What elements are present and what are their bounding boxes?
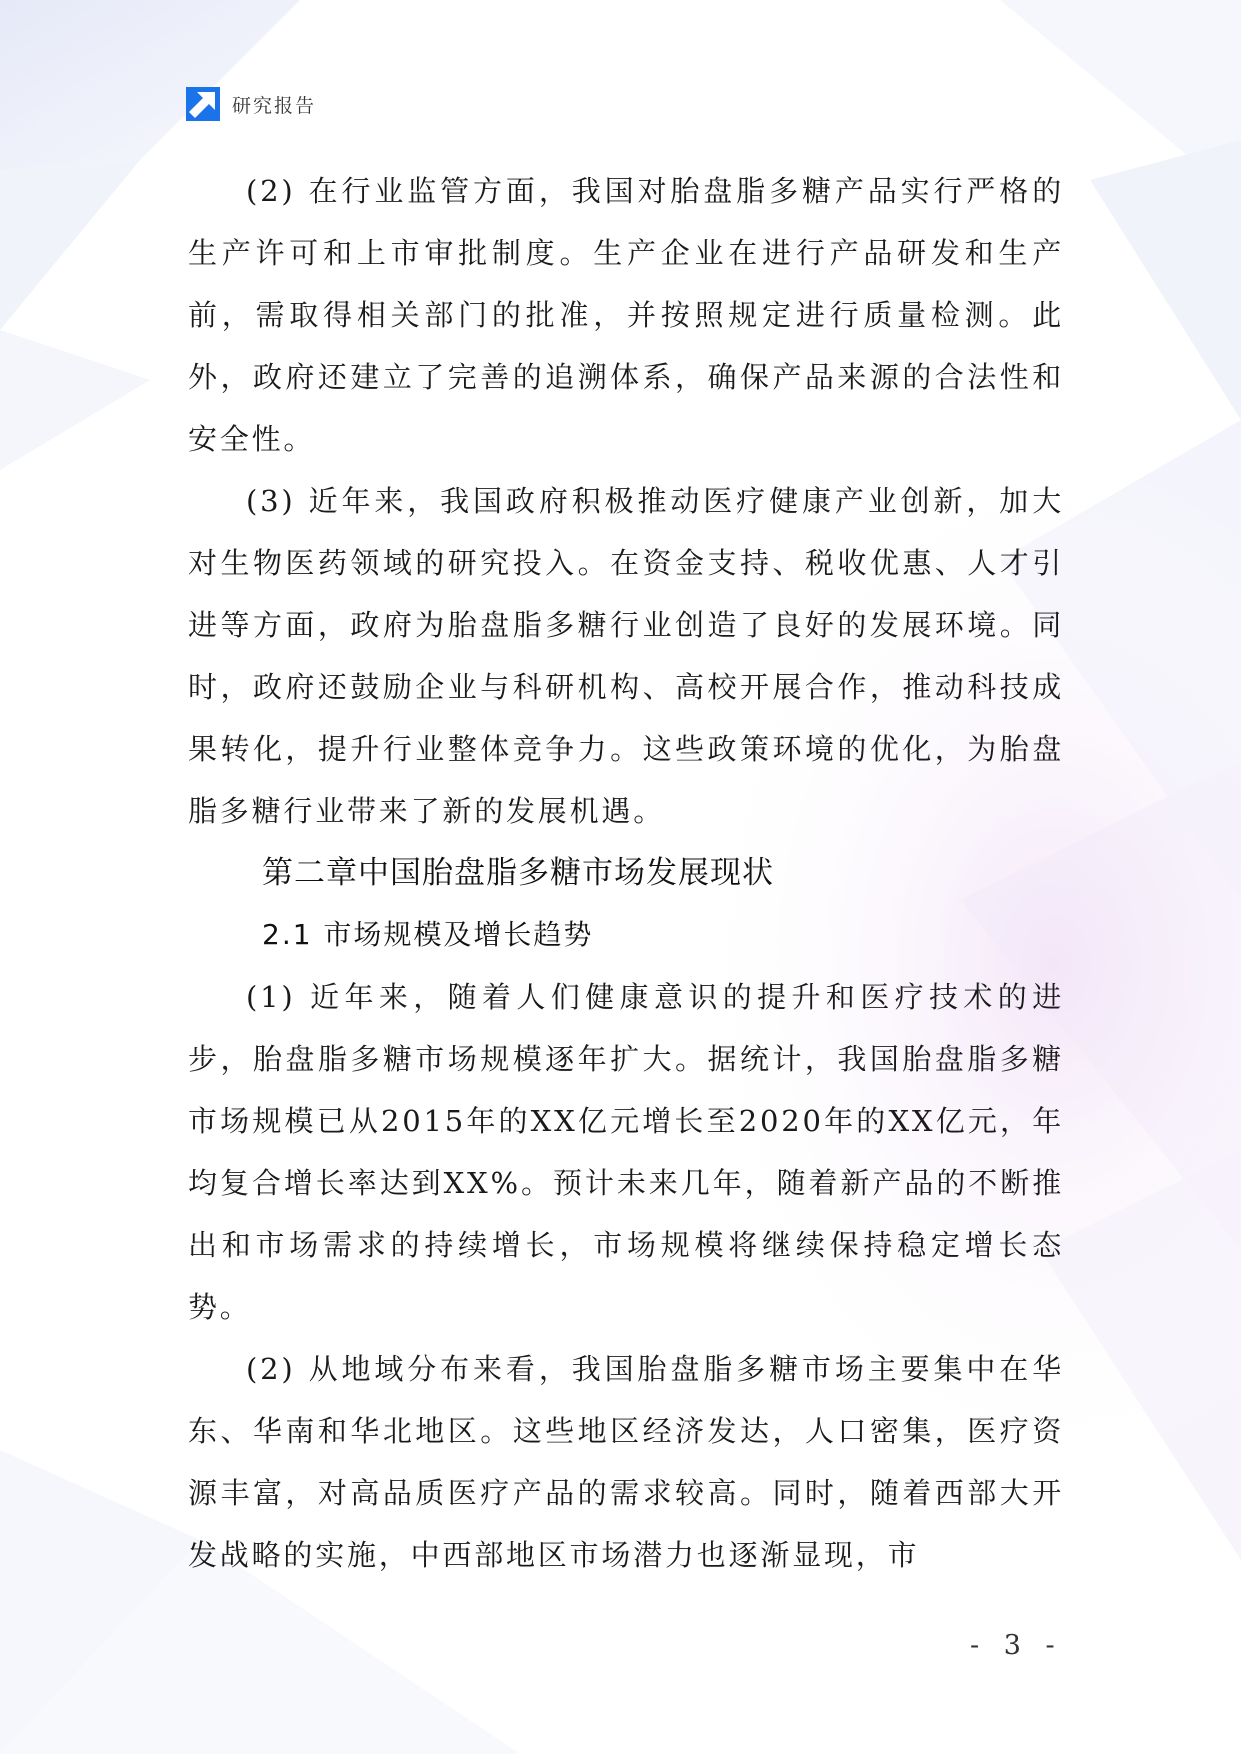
report-header (186, 86, 316, 122)
chapter-heading: 第二章中国胎盘脂多糖市场发展现状 (262, 855, 774, 891)
paragraph-industry-regulation: (2) 在行业监管方面，我国对胎盘脂多糖产品实行严格的生产许可和上市审批制度。生产企业在进行产品研发和生产前，需取得相关部门的批准，并按照规定进行质量检测。此外，政府还建立了完善的追溯体系，确保产品来源的合法性和安全性。 (188, 174, 1064, 456)
section-heading: 2.1 市场规模及增长趋势 (262, 918, 594, 951)
header-label: 研究报告 (232, 94, 317, 117)
page-number: - 3 - (970, 1630, 1063, 1661)
paragraph-market-size: (1) 近年来，随着人们健康意识的提升和医疗技术的进步，胎盘脂多糖市场规模逐年扩大。据统计，我国胎盘脂多糖市场规模已从2015年的XX亿元增长至2020年的XX亿元，年均复合增长率达到XX%。预计未来几年，随着新产品的不断推出和市场需求的持续增长，市场规模将继续保持稳定增长态势。 (188, 980, 1064, 1324)
paragraph-regional-distribution: (2) 从地域分布来看，我国胎盘脂多糖市场主要集中在华东、华南和华北地区。这些地区经济发达，人口密集，医疗资源丰富，对高品质医疗产品的需求较高。同时，随着西部大开发战略的实施，中西部地区市场潜力也逐渐显现，市 (188, 1352, 1064, 1572)
document-body (188, 160, 1064, 1586)
paragraph-policy-environment: (3) 近年来，我国政府积极推动医疗健康产业创新，加大对生物医药领域的研究投入。在资金支持、税收优惠、人才引进等方面，政府为胎盘脂多糖行业创造了良好的发展环境。同时，政府还鼓励企业与科研机构、高校开展合作，推动科技成果转化，提升行业整体竞争力。这些政策环境的优化，为胎盘脂多糖行业带来了新的发展机遇。 (188, 484, 1064, 828)
arrow-up-right-icon (186, 87, 220, 121)
